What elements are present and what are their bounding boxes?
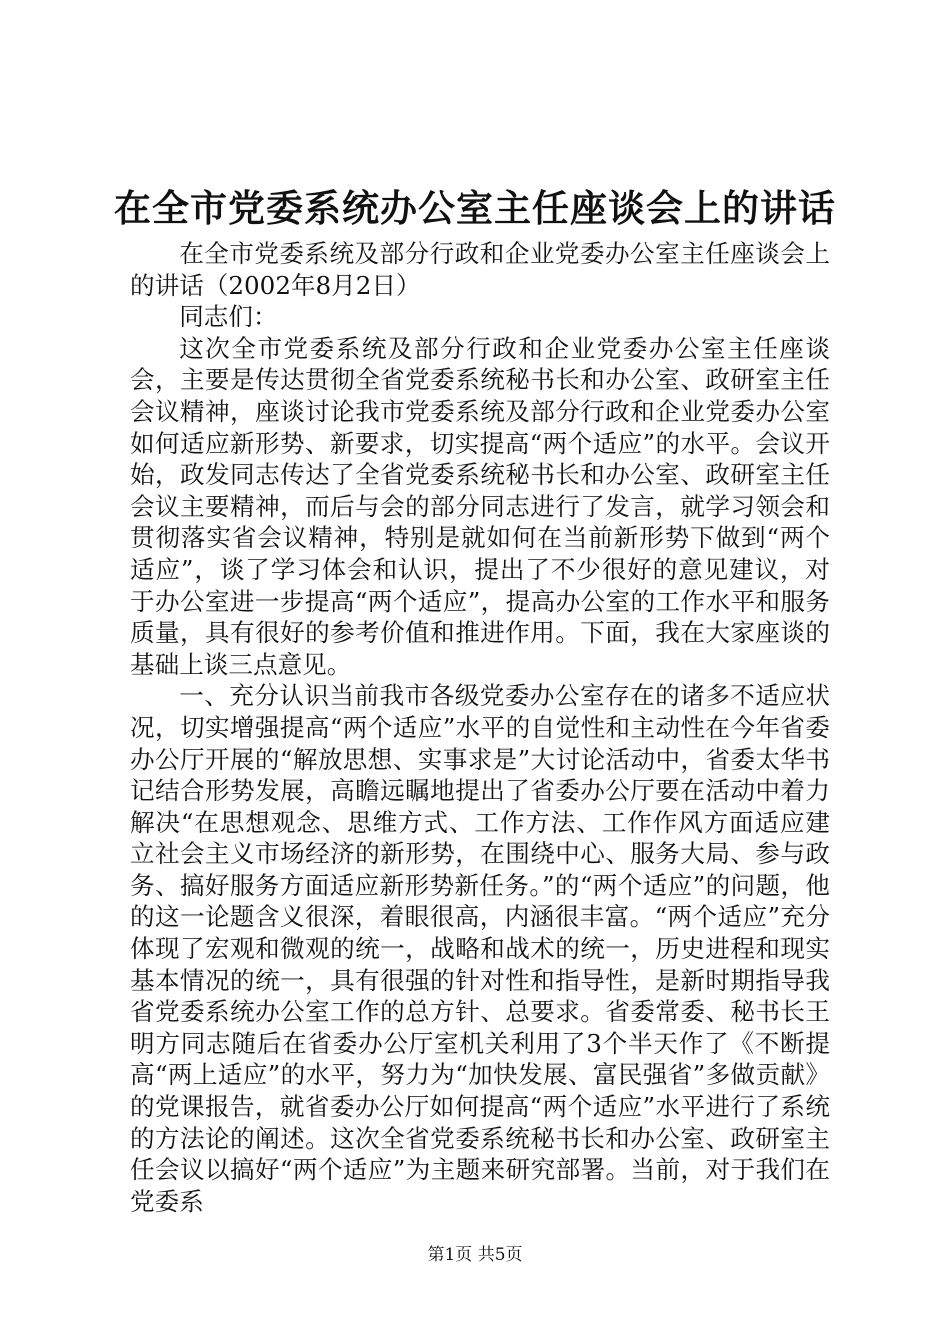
- document-body: [130, 238, 830, 1217]
- page-footer: [0, 1244, 950, 1266]
- page-number: 第1页: [427, 1245, 473, 1265]
- page-total: 共5页: [477, 1245, 523, 1265]
- document-title: 在全市党委系统办公室主任座谈会上的讲话: [114, 186, 836, 230]
- paragraph-heading-line: 在全市党委系统及部分行政和企业党委办公室主任座谈会上的讲话（2002年8月2日）: [130, 239, 830, 300]
- paragraph-intro: 这次全市党委系统及部分行政和企业党委办公室主任座谈会，主要是传达贯彻全省党委系统秘书长和办公室、政研室主任会议精神，座谈讨论我市党委系统及部分行政和企业党委办公室如何适应新形势、新要求，切实提高“两个适应”的水平。会议开始，政发同志传达了全省党委系统秘书长和办公室、政研室主任会议主要精神，而后与会的部分同志进行了发言，就学习领会和贯彻落实省会议精神，特别是就如何在当前新形势下做到“两个适应”，谈了学习体会和认识，提出了不少很好的意见建议，对于办公室进一步提高“两个适应”，提高办公室的工作水平和服务质量，具有很好的参考价值和推进作用。下面，我在大家座谈的基础上谈三点意见。: [130, 333, 830, 679]
- paragraph-salutation: 同志们：: [179, 302, 278, 332]
- paragraph-section-one: 一、充分认识当前我市各级党委办公室存在的诸多不适应状况，切实增强提高“两个适应”水平的自觉性和主动性在今年省委办公厅开展的“解放思想、实事求是”大讨论活动中，省委太华书记结合形势发展，高瞻远瞩地提出了省委办公厅要在活动中着力解决“在思想观念、思维方式、工作方法、工作作风方面适应建立社会主义市场经济的新形势，在围绕中心、服务大局、参与政务、搞好服务方面适应新形势新任务。”的“两个适应”的问题，他的这一论题含义很深，着眼很高，内涵很丰富。“两个适应”充分体现了宏观和微观的统一，战略和战术的统一，历史进程和现实基本情况的统一，具有很强的针对性和指导性，是新时期指导我省党委系统办公室工作的总方针、总要求。省委常委、秘书长王明方同志随后在省委办公厅室机关利用了3个半天作了《不断提高“两上适应”的水平，努力为“加快发展、富民强省”多做贡献》的党课报告，就省委办公厅如何提高“两个适应”水平进行了系统的方法论的阐述。这次全省党委系统秘书长和办公室、政研室主任会议以搞好“两个适应”为主题来研究部署。当前，对于我们在党委系: [130, 681, 830, 1216]
